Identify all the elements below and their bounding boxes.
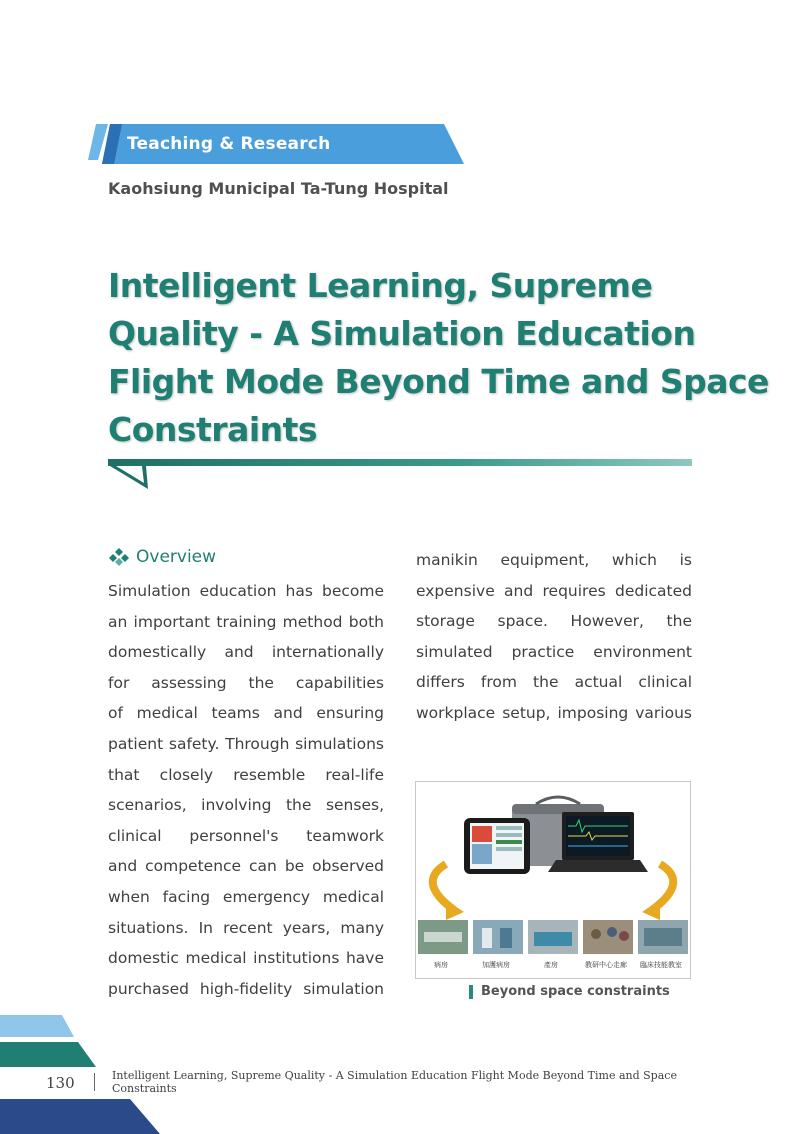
caption-marker [469,985,473,999]
running-footer: Intelligent Learning, Supreme Quality - A Simulation Education Flight Mode Beyond Time and Space Constraints [112,1069,677,1095]
body-line: Simulation education has become [108,582,384,600]
body-line: an important training method both [108,612,384,631]
body-line: workplace setup, imposing various [416,703,692,722]
section-heading-label: Overview [136,547,217,567]
body-line: storage space. However, the [416,612,692,631]
body-line: simulated practice environment [416,642,692,661]
body-line: that closely resemble real-life [108,765,384,784]
article-title [108,262,769,454]
title-line: Constraints [108,410,318,449]
footer-separator [94,1073,95,1091]
photo-label: 加護病房 [482,961,510,969]
hospital-name: Kaohsiung Municipal Ta-Tung Hospital [108,179,449,198]
photo-label: 產房 [544,961,558,969]
body-line: clinical personnel's teamwork [108,826,384,845]
body-line: scenarios, involving the senses, [108,796,384,815]
photo-label: 臨床技能教室 [640,961,682,969]
body-line: differs from the actual clinical [416,673,692,692]
body-line: manikin equipment, which is [416,551,692,569]
body-line: purchased high-fidelity simulation [108,979,384,998]
body-line: situations. In recent years, many [108,918,384,937]
title-line: Quality - A Simulation Education [108,314,696,353]
body-line: for assessing the capabilities [108,673,384,692]
section-heading [108,547,216,567]
title-divider [106,455,694,491]
body-column-left [108,576,384,1004]
body-column-right [416,545,692,729]
figure-image [415,781,691,979]
body-line: of medical teams and ensuring [108,704,384,723]
photo-label: 病房 [434,961,448,969]
body-line: patient safety. Through simulations [108,734,384,753]
title-line: Flight Mode Beyond Time and Space [108,362,769,401]
figure-caption [469,984,670,999]
page-number: 130 [46,1074,75,1092]
diamond-cluster-icon [108,548,130,566]
title-line: Intelligent Learning, Supreme [108,266,653,305]
body-line: and competence can be observed [108,857,384,876]
photo-label: 教研中心走廊 [585,961,627,969]
body-line: domestically and internationally [108,643,384,662]
body-line: expensive and requires dedicated [416,581,692,600]
body-line: domestic medical institutions have [108,949,384,968]
category-label: Teaching & Research [127,134,331,154]
simulation-devices-illustration [416,782,690,978]
body-line: when facing emergency medical [108,887,384,906]
figure-caption-text: Beyond space constraints [481,984,670,999]
